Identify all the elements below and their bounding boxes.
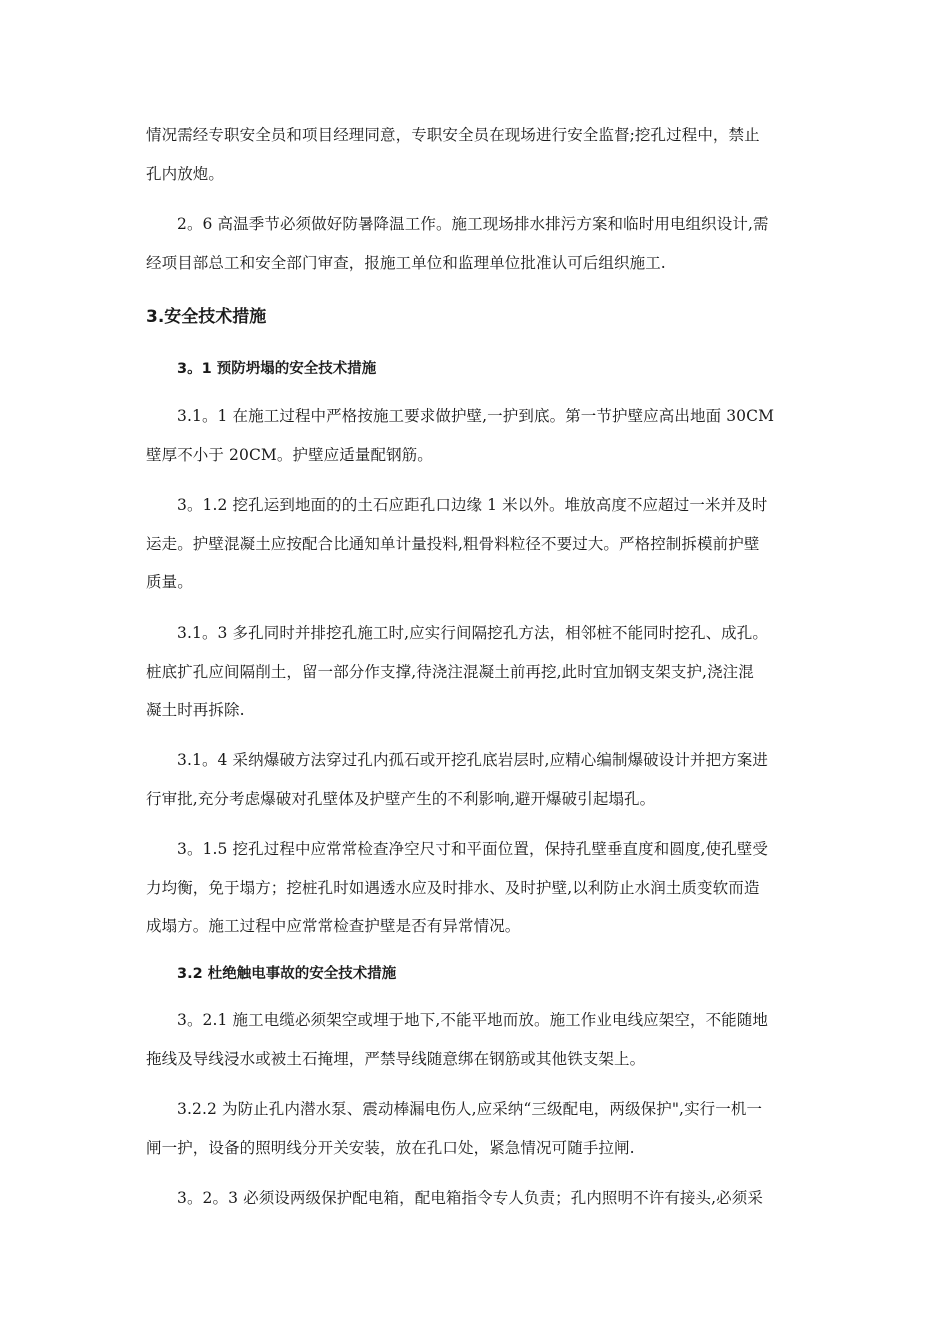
text-line: 3.2.2 为防止孔内潜水泵、震动棒漏电伤人,应采纳“三级配电，两级保护",实行一机一 <box>177 1100 763 1118</box>
text-line: 经项目部总工和安全部门审查，报施工单位和监理单位批准认可后组织施工. <box>146 253 666 272</box>
text-line: 力均衡，免于塌方；挖桩孔时如遇透水应及时排水、及时护壁,以利防止水润土质变软而造 <box>146 878 760 897</box>
text-line: 3。1.2 挖孔运到地面的的土石应距孔口边缘 1 米以外。堆放高度不应超过一米并及时 <box>177 496 768 514</box>
text-line: 桩底扩孔应间隔削土，留一部分作支撑,待浇注混凝土前再挖,此时宜加钢支架支护,浇注混 <box>146 662 754 681</box>
text-line: 孔内放炮。 <box>146 164 225 183</box>
text-line: 行审批,充分考虑爆破对孔壁体及护壁产生的不利影响,避开爆破引起塌孔。 <box>146 789 656 808</box>
paragraph-3-1-2 <box>146 486 810 602</box>
text-line: 3。2.1 施工电缆必须架空或埋于地下,不能平地而放。施工作业电线应架空，不能随地 <box>177 1011 768 1029</box>
text-line: 凝土时再拆除. <box>146 701 245 719</box>
section-3-1-heading: 3。1 预防坍塌的安全技术措施 <box>177 361 377 377</box>
text-line: 质量。 <box>146 573 193 591</box>
text-line: 情况需经专职安全员和项目经理同意，专职安全员在现场进行安全监督;挖孔过程中，禁止 <box>146 126 760 144</box>
section-3-heading: 3.安全技术措施 <box>146 307 267 327</box>
text-line: 2。6 高温季节必须做好防暑降温工作。施工现场排水排污方案和临时用电组织设计,需 <box>177 215 769 233</box>
section-3-2-heading: 3.2 杜绝触电事故的安全技术措施 <box>177 966 397 982</box>
text-line: 成塌方。施工过程中应常常检查护壁是否有异常情况。 <box>146 917 521 935</box>
paragraph-3-1-5 <box>146 830 810 946</box>
paragraph-3-2-1 <box>146 1001 810 1078</box>
paragraph-3-1-4 <box>146 741 810 818</box>
text-line: 3.1。4 采纳爆破方法穿过孔内孤石或开挖孔底岩层时,应精心编制爆破设计并把方案进 <box>177 751 768 769</box>
text-line: 3。1.5 挖孔过程中应常常检查净空尺寸和平面位置，保持孔壁垂直度和圆度,使孔壁受 <box>177 840 768 858</box>
text-line: 3.1。3 多孔同时并排挖孔施工时,应实行间隔挖孔方法，相邻桩不能同时挖孔、成孔。 <box>177 624 768 642</box>
paragraph-3-1-1 <box>146 397 810 474</box>
text-line: 3。2。3 必须设两级保护配电箱，配电箱指令专人负责；孔内照明不许有接头,必须采 <box>177 1189 763 1207</box>
text-line: 闸一护，设备的照明线分开关安装，放在孔口处，紧急情况可随手拉闸. <box>146 1138 635 1157</box>
paragraph-3-2-2 <box>146 1090 810 1167</box>
paragraph-2-6 <box>146 205 810 282</box>
paragraph-3-1-3 <box>146 614 810 730</box>
text-line: 壁厚不小于 20CM。护壁应适量配钢筋。 <box>146 445 433 464</box>
paragraph-3-2-3 <box>146 1179 810 1218</box>
text-line: 运走。护壁混凝土应按配合比通知单计量投料,粗骨料粒径不要过大。严格控制拆模前护壁 <box>146 534 760 553</box>
text-line: 3.1。1 在施工过程中严格按施工要求做护壁,一护到底。第一节护壁应高出地面 30CM <box>177 407 775 425</box>
paragraph-2-5-continued <box>146 116 810 193</box>
text-line: 拖线及导线浸水或被土石掩埋，严禁导线随意绑在钢筋或其他铁支架上。 <box>146 1049 646 1068</box>
